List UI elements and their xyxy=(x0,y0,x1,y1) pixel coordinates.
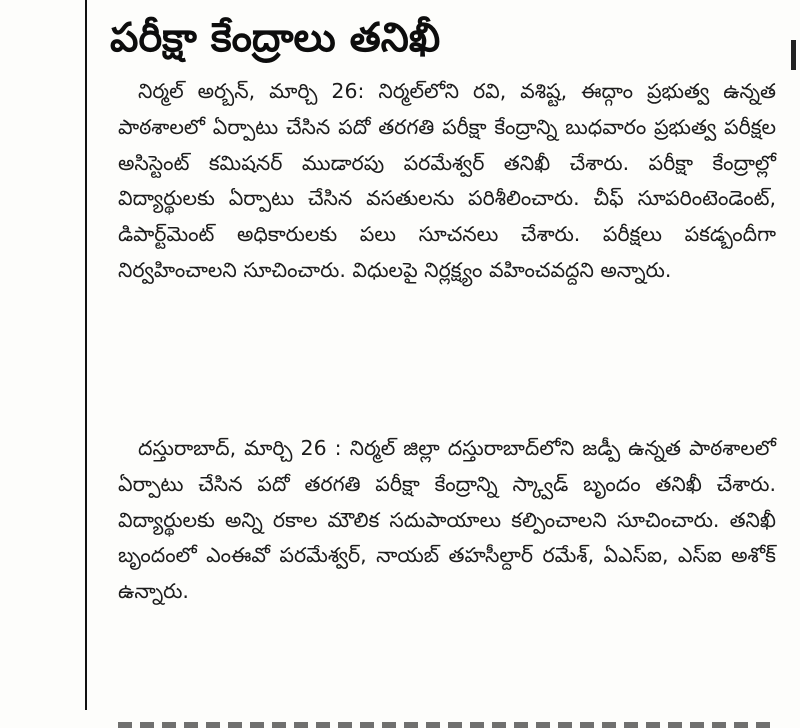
column-divider-left xyxy=(85,0,87,710)
article-paragraph-nirmal: నిర్మల్ అర్బన్, మార్చి 26: నిర్మల్‌లోని రవి, వశిష్ట, ఈద్గాం ప్రభుత్వ ఉన్నత పాఠశాలలో ఏర్పాటు చేసిన పదో తరగతి పరీక్షా కేంద్రాన్ని బుధవారం ప్రభుత్వ పరీక్షల అసిస్టెంట్ కమిషనర్ ముడారపు పరమేశ్వర్ తనిఖీ చేశారు. పరీక్షా కేంద్రాల్లో విద్యార్థులకు ఏర్పాటు చేసిన వసతులను పరిశీలించారు. చీఫ్ సూపరింటెండెంట్, డిపార్ట్‌మెంట్ అధికారులకు పలు సూచనలు చేశారు. పరీక్షలు పకడ్బందీగా నిర్వహించాలని సూచించారు. విధులపై నిర్లక్ష్యం వహించవద్దని అన్నారు. xyxy=(118,79,776,282)
cropped-next-line xyxy=(118,712,776,728)
column-divider-right xyxy=(791,40,796,70)
article-paragraph-dasturabad: దస్తురాబాద్, మార్చి 26 : నిర్మల్ జిల్లా దస్తురాబాద్‌లోని జడ్పీ ఉన్నత పాఠశాలలో ఏర్పాటు చేసిన పదో తరగతి పరీక్షా కేంద్రాన్ని స్క్వాడ్ బృందం తనిఖీ చేశారు. విద్యార్థులకు అన్ని రకాల మౌలిక సదుపాయాలు కల్పించాలని సూచించారు. తనిఖీ బృందంలో ఎంఈవో పరమేశ్వర్, నాయబ్ తహసీల్దార్ రమేశ్, ఏఎస్ఐ, ఎస్ఐ అశోక్ ఉన్నారు. xyxy=(118,436,776,604)
article-headline: పరీక్షా కేంద్రాలు తనిఖీ xyxy=(110,15,441,61)
